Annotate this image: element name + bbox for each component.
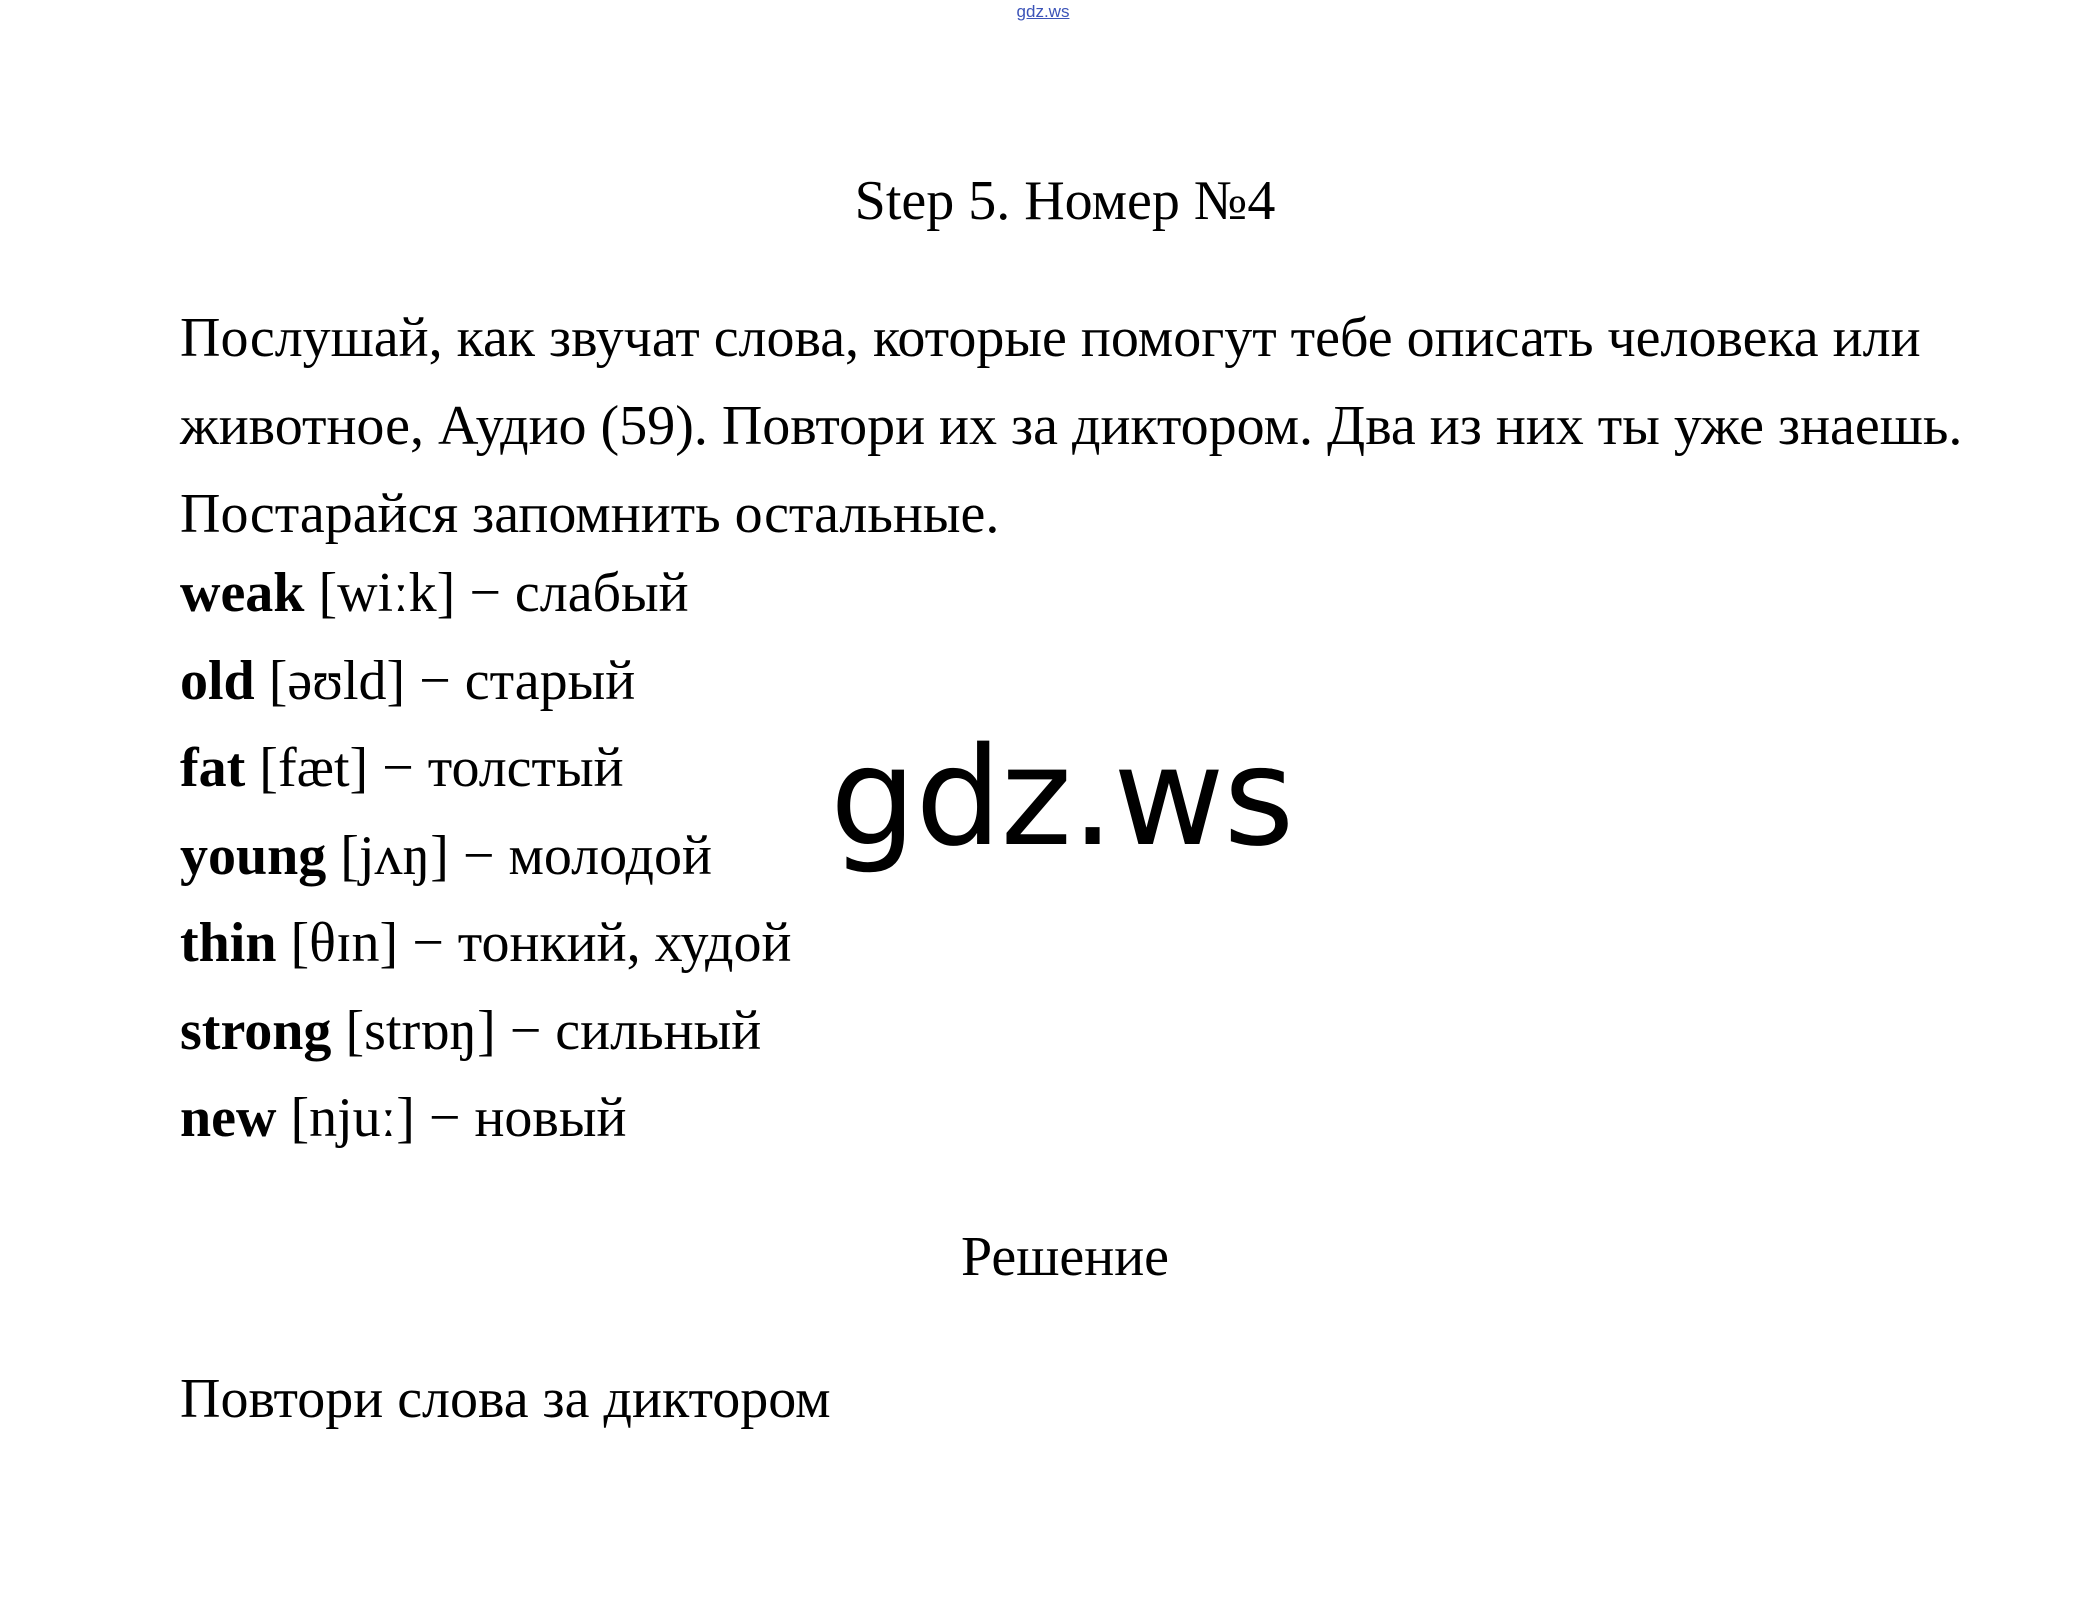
vocab-item-thin (180, 900, 791, 988)
solution-text: Повтори слова за диктором (180, 1368, 831, 1430)
vocab-transcription: [njuː] (276, 1087, 415, 1149)
vocab-translation: − толстый (368, 737, 624, 799)
vocab-word: weak (180, 562, 305, 624)
vocab-word: strong (180, 999, 332, 1062)
vocab-transcription: [strɒŋ] (331, 999, 496, 1062)
vocab-transcription: [wiːk] (304, 562, 456, 624)
vocab-translation: − новый (414, 1087, 627, 1149)
page-title: Step 5. Номер №4 (854, 170, 1276, 232)
vocab-translation: − старый (405, 649, 636, 712)
vocab-item-strong (180, 988, 791, 1076)
vocab-translation: − слабый (455, 562, 689, 624)
vocab-translation: − сильный (495, 999, 762, 1062)
vocab-word: young (180, 824, 327, 887)
vocab-word: thin (180, 912, 277, 974)
vocab-transcription: [θɪn] (276, 912, 399, 974)
vocab-word: new (180, 1087, 277, 1149)
vocab-word: old (180, 649, 255, 712)
site-mark-link[interactable]: gdz.ws (1016, 2, 1070, 21)
vocab-item-new (180, 1075, 791, 1163)
vocab-item-weak (180, 550, 791, 638)
vocab-translation: − молодой (448, 824, 712, 887)
watermark-logo: gdz.ws (830, 719, 1294, 877)
task-text: Послушай, как звучат слова, которые помогут тебе описать человека или животное, Аудио (59). Повтори их за диктором. Два из них ты уже знаешь. Постарайся запомнить остальные. (180, 307, 1963, 545)
vocab-transcription: [əʊld] (254, 649, 406, 712)
solution-heading: Решение (960, 1226, 1170, 1288)
vocab-item-young (180, 813, 791, 901)
vocab-transcription: [fæt] (245, 737, 369, 799)
vocab-word: fat (180, 737, 246, 799)
vocab-transcription: [jʌŋ] (326, 824, 449, 887)
vocab-item-old (180, 638, 791, 726)
vocab-item-fat (180, 725, 791, 813)
vocab-translation: − тонкий, худой (398, 912, 792, 974)
vocabulary-list (180, 550, 791, 1163)
